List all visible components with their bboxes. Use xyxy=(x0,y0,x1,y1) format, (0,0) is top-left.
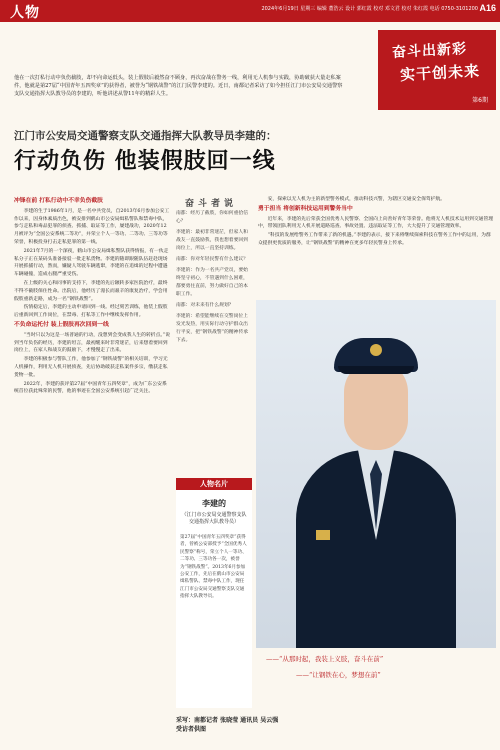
byline-writer: 采写：南都记者 张晓莹 通讯员 吴云强 xyxy=(176,717,279,724)
column-banner xyxy=(378,30,496,110)
cap-badge-icon xyxy=(370,344,382,356)
pull-quote-1: ——“从那时起，我装上义肢，奋斗在前” xyxy=(266,655,384,663)
article-title: 行动负伤 他装假肢回一线 xyxy=(14,148,276,174)
paragraph: 2022年，李建的获评第27届“中国青年五四奖章”，成为广东公安系统首位获此殊荣的民警，他的事迹在全国公安系统引起广泛关注。 xyxy=(14,381,167,395)
paragraph: 李建的生于1986年1月，是一名中共党员，自2013年6月参加公安工作以来，因身体素质出色，被安排到鹤山市公安局缉私警队和禁毒中队，参与走私和毒品犯罪的侦查、抓捕、取证等工作，屡建战功，2020年12月被评为“全国公安系统二等功”，并荣立个人一等功、二等功、三等功等荣誉，积极投身打击走私犯罪的第一线。 xyxy=(14,208,170,245)
pull-quote-2: ——“让钢铁在心，梦想在前” xyxy=(296,671,381,679)
qa-item: 李建的：最初非常迷茫，但家人和战友一直鼓励我，我也想着要回到岗位上，所以一直坚持训练。 xyxy=(176,230,248,251)
byline-photo: 受访者供图 xyxy=(176,726,207,733)
paragraph: 李建的积极参与警队工作，他参加了“钢铁战警”的相关培训，学习无人机操作，利用无人机开展侦查，先后协助破获走私案件多宗，缴获走私货物一批。 xyxy=(14,357,168,378)
section-heading-2: 不负命运托付 装上假肢再次回到一线 xyxy=(14,321,109,328)
banner-line-2: 实干创未来 xyxy=(399,61,481,85)
qa-item: 李建的：作为一名共产党员，要始终坚守初心，不管遇到什么困难，都要勇往直前，努力做好自己的本职工作。 xyxy=(176,268,248,297)
profile-card-header: 人物名片 xyxy=(176,478,252,490)
byline xyxy=(176,716,278,734)
body-column-4 xyxy=(258,196,494,249)
banner-line-1: 奋斗出新彩 xyxy=(391,41,468,61)
date-line: 2024年6月19日 星期三 编辑 董浩云 设计 郭红霞 校对 邓文君 校对 朱红霞 电话 0750-3101200 xyxy=(261,6,478,12)
banner-issue: 第6期 xyxy=(472,97,488,104)
paragraph: “当时只以为这是一场普通的行动，没想到会变成我人生的转折点。”说到当年负伤的经历，李建的坦言，最初醒来时非常迷茫，后来想着要回到岗位上，在家人和战友的鼓励下，才慢慢走了出来。 xyxy=(14,332,171,354)
page-number: A16 xyxy=(479,3,496,13)
chest-emblem-icon xyxy=(316,530,330,540)
paragraph: 安，探索以无人机为主的新型警务模式，推动科技兴警，为辖区交通安全保驾护航。 xyxy=(267,197,446,202)
qa-item: 南都：经历了截肢，你如何重拾信心？ xyxy=(176,211,248,224)
paragraph: 2021年7月的一个深夜，鹤山市公安局缉私警队获得情报，有一伙走私分子正在某码头准备接驳一批走私货物。李建的随即跟随队伍赶赴现场开展抓捕行动，然而，嫌疑人驾驶车辆逃窜，李建的在追缉的过程中遭遇车辆碰撞，造成右腿严重受伤。 xyxy=(14,248,169,278)
profile-card xyxy=(176,478,252,708)
qa-item: 南都：你对年轻民警有什么建议？ xyxy=(176,257,248,262)
paragraph: 伤情稳定后，李建的主动申请回到一线。经过刻苦训练，他装上假肢后重新回到工作岗位，在禁毒、打私等工作中继续发挥作用。 xyxy=(14,305,168,319)
qa-heading: 奋斗者说 xyxy=(184,199,237,209)
article-subtitle: 江门市公安局交通警察支队交通指挥大队教导员李建的： xyxy=(14,130,277,142)
quote-bar xyxy=(256,650,496,690)
officer-photo xyxy=(256,300,496,648)
lead-paragraph: 他在一次打私行动中负伤截肢，却不向命运低头，装上假肢后毅然奋不顾身，再次奋战在警务一线，利用无人机参与实践，协助破获大量走私案件，他就是第27届“中国青年五四奖章”的获得者，被誉为“钢铁战警”的江门民警李建的。近日，南都记者采访了如今担任江门市公安局交通警察支队交通指挥大队教导员的李建的，听他讲述从警11年的精彩人生。 xyxy=(14,75,343,98)
profile-bio: 第27届“中国青年五四奖章”获得者，曾被公安部授予“全国优秀人民警察”称号，荣立个人一等功、二等功、三等功各一次，被誉为“钢铁战警”。2013年6月参加公安工作，先后在鹤山市公安局缉私警队、禁毒中队工作，现任江门市公安局交通警察支队交通指挥大队教导员。 xyxy=(180,535,247,600)
body-column-1 xyxy=(14,196,170,397)
cap-visor xyxy=(338,366,414,374)
qa-item: 李建的：希望能继续在交警岗位上发光发热，用实际行动守护群众出行平安，把“钢铁战警”的精神传承下去。 xyxy=(176,314,249,343)
qa-section xyxy=(176,210,252,348)
section-heading-3: 勇于担当 将创新科技运用到警务当中 xyxy=(258,205,353,212)
paragraph: “科技的发展给警务工作带来了新的机遇。”李建的表示，接下来将继续探索科技在警务工作中的运用，为群众提供更优质的服务，让“钢铁战警”的精神在更多年轻民警身上传承。 xyxy=(258,233,491,246)
header-bar xyxy=(0,0,500,22)
profile-name: 李建的 xyxy=(202,498,226,508)
profile-role: （江门市公安局交通警察支队交通指挥大队教导员） xyxy=(181,512,247,525)
paragraph: 在上级的关心和同事的支持下，李建的先后辗转多家医院治疗，最终不得不截肢保住性命。出院后，他经历了漫长而艰辛的康复治疗，学会用假肢重新走路，成为一名“钢铁战警”。 xyxy=(14,280,168,302)
section-title: 人物 xyxy=(10,5,40,21)
paragraph: 近年来，李建的先后荣获全国优秀人民警察、全国向上向善好青年等荣誉。他将无人机技术运用到交通管理中，带领团队利用无人机开展道路巡查、事故处置、违法取证等工作，大大提升了交通管理效率。 xyxy=(258,216,494,230)
section-heading-1: 冲锋在前 打私行动中不幸负伤截肢 xyxy=(14,198,103,204)
qa-item: 南都：对未来有什么规划？ xyxy=(176,303,234,308)
